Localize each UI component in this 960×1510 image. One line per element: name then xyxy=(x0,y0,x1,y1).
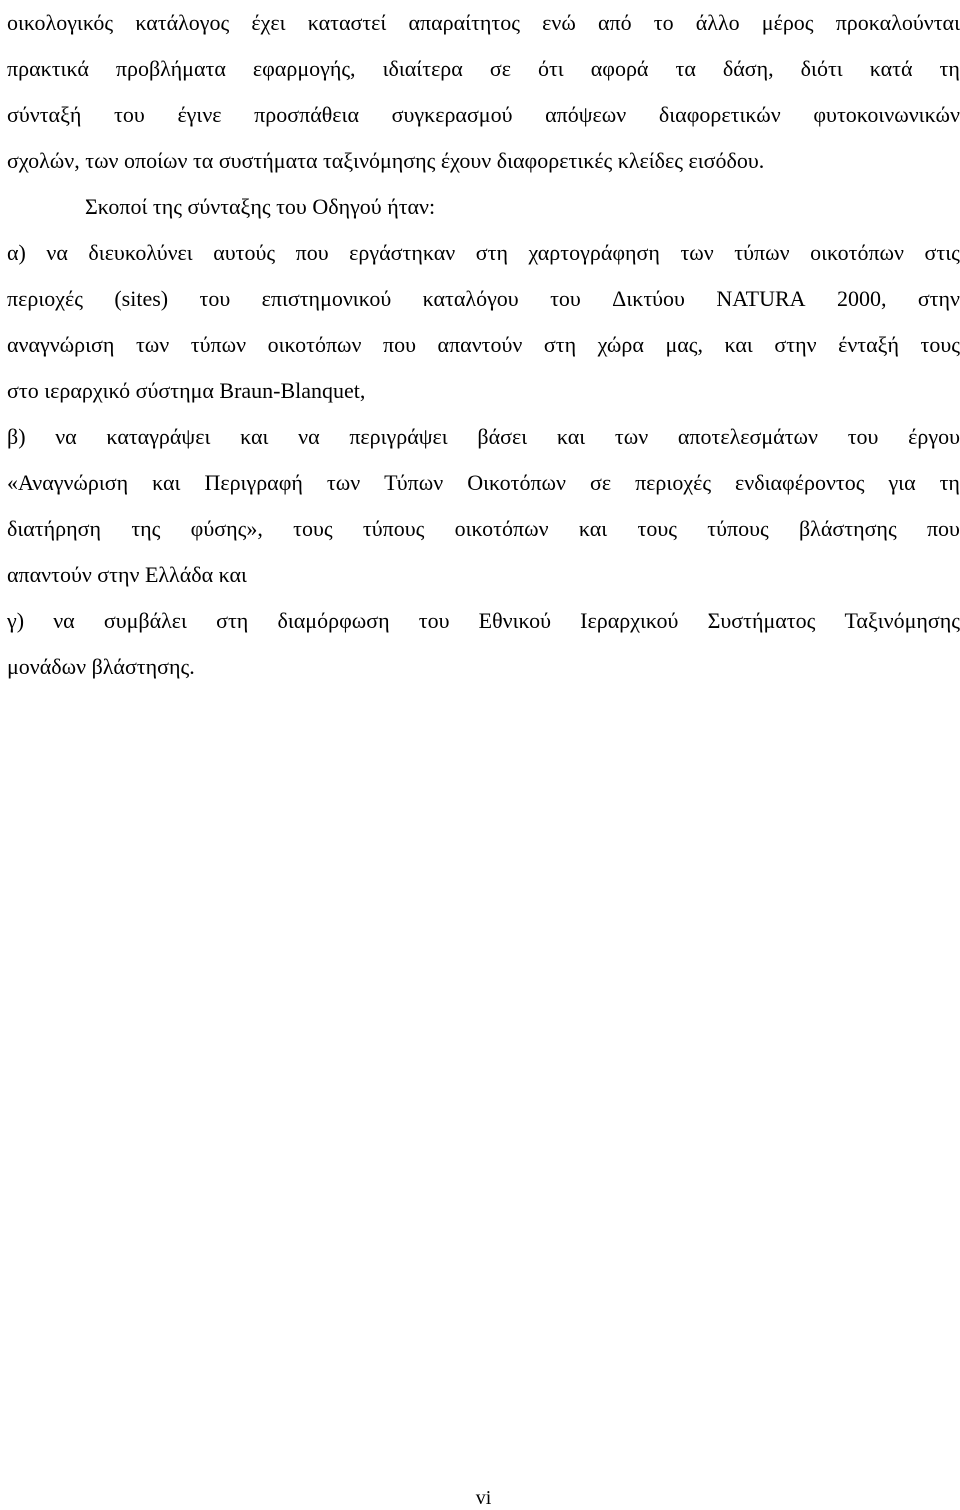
word: τύπους xyxy=(363,506,424,552)
word: καταστεί xyxy=(308,0,387,46)
word: σε xyxy=(490,46,511,92)
word: εργάστηκαν xyxy=(349,230,455,276)
word: αποτελεσμάτων xyxy=(678,414,818,460)
word: στη xyxy=(216,598,248,644)
word: Συστήματος xyxy=(708,598,816,644)
word: εφαρμογής, xyxy=(253,46,356,92)
word: οικοτόπων xyxy=(455,506,549,552)
word: προσπάθεια xyxy=(254,92,359,138)
word: σε xyxy=(590,460,611,506)
word: «Αναγνώριση xyxy=(7,460,128,506)
word: και xyxy=(152,460,180,506)
list-item-a-line-1 xyxy=(7,230,960,276)
word: τη xyxy=(940,460,960,506)
word: του xyxy=(848,414,879,460)
word: ιδιαίτερα xyxy=(383,46,463,92)
word: προκαλούνται xyxy=(836,0,960,46)
word: του xyxy=(550,276,581,322)
word: β) xyxy=(7,414,26,460)
word: προβλήματα xyxy=(116,46,226,92)
section-intro-line: Σκοποί της σύνταξης του Οδηγού ήταν: xyxy=(85,184,960,230)
word: στη xyxy=(544,322,576,368)
word: διευκολύνει xyxy=(88,230,192,276)
word: Δικτύου xyxy=(612,276,685,322)
word: να xyxy=(53,598,74,644)
word: σύνταξή xyxy=(7,92,81,138)
list-item-a-line-4: στο ιεραρχικό σύστημα Braun-Blanquet, xyxy=(7,368,960,414)
word: ένταξή xyxy=(838,322,899,368)
word: α) xyxy=(7,230,26,276)
word: στην xyxy=(918,276,960,322)
word: να xyxy=(55,414,76,460)
word: γ) xyxy=(7,598,24,644)
word: τους xyxy=(637,506,676,552)
body-text-line-4: σχολών, των οποίων τα συστήματα ταξινόμησης έχουν διαφορετικές κλείδες εισόδου. xyxy=(7,138,960,184)
word: απαντούν xyxy=(438,322,523,368)
word: να xyxy=(298,414,319,460)
word: του xyxy=(114,92,145,138)
word: χώρα xyxy=(598,322,644,368)
word: απαραίτητος xyxy=(409,0,520,46)
word: στη xyxy=(476,230,508,276)
word: αυτούς xyxy=(213,230,275,276)
word: απόψεων xyxy=(545,92,626,138)
word: και xyxy=(725,322,753,368)
list-item-a-line-3 xyxy=(7,322,960,368)
word: που xyxy=(927,506,960,552)
list-item-b-line-2 xyxy=(7,460,960,506)
word: στην xyxy=(774,322,816,368)
word: Περιγραφή xyxy=(204,460,302,506)
list-item-b-line-1 xyxy=(7,414,960,460)
page-number: vi xyxy=(7,1486,960,1510)
word: που xyxy=(383,322,416,368)
list-item-b-line-3 xyxy=(7,506,960,552)
word: και xyxy=(240,414,268,460)
word: Ταξινόμησης xyxy=(845,598,960,644)
list-item-a-line-2 xyxy=(7,276,960,322)
word: που xyxy=(296,230,329,276)
word: μας, xyxy=(665,322,703,368)
word: επιστημονικού xyxy=(262,276,392,322)
word: κατά xyxy=(870,46,913,92)
word: του xyxy=(419,598,450,644)
list-item-c-line-2: μονάδων βλάστησης. xyxy=(7,644,960,690)
word: οικοτόπων xyxy=(268,322,362,368)
word: διαμόρφωση xyxy=(277,598,389,644)
word: της xyxy=(131,506,160,552)
word: άλλο xyxy=(696,0,740,46)
word: χαρτογράφηση xyxy=(529,230,660,276)
word: τύπων xyxy=(191,322,246,368)
word: βάσει xyxy=(477,414,527,460)
word: πρακτικά xyxy=(7,46,89,92)
list-item-b-line-4: απαντούν στην Ελλάδα και xyxy=(7,552,960,598)
word: τα xyxy=(675,46,695,92)
word: αναγνώριση xyxy=(7,322,114,368)
word: ενώ xyxy=(542,0,576,46)
word: κατάλογος xyxy=(135,0,229,46)
word: τους xyxy=(920,322,959,368)
word: περιοχές xyxy=(7,276,83,322)
word: μέρος xyxy=(762,0,814,46)
word: και xyxy=(579,506,607,552)
word: οικοτόπων xyxy=(810,230,904,276)
word: ότι xyxy=(538,46,564,92)
word: των xyxy=(680,230,713,276)
body-text-line-1 xyxy=(7,0,960,46)
word: στις xyxy=(925,230,960,276)
word: των xyxy=(327,460,360,506)
body-text-line-2 xyxy=(7,46,960,92)
word: αφορά xyxy=(591,46,649,92)
word: των xyxy=(615,414,648,460)
word: τη xyxy=(940,46,960,92)
word: περιοχές xyxy=(635,460,711,506)
word: 2000, xyxy=(837,276,887,322)
word: συγκερασμού xyxy=(392,92,513,138)
word: του xyxy=(199,276,230,322)
word: βλάστησης xyxy=(799,506,897,552)
word: για xyxy=(888,460,915,506)
word: δάση, xyxy=(723,46,774,92)
list-item-c-line-1 xyxy=(7,598,960,644)
word: ενδιαφέροντος xyxy=(735,460,864,506)
word: οικολογικός xyxy=(7,0,113,46)
word: τύπους xyxy=(707,506,768,552)
word: Ιεραρχικού xyxy=(580,598,678,644)
word: Οικοτόπων xyxy=(467,460,566,506)
word: Τύπων xyxy=(384,460,443,506)
word: Εθνικού xyxy=(479,598,551,644)
word: περιγράψει xyxy=(349,414,447,460)
word: διατήρηση xyxy=(7,506,101,552)
word: να xyxy=(46,230,67,276)
document-page xyxy=(7,0,960,1508)
word: NATURA xyxy=(716,276,805,322)
word: και xyxy=(557,414,585,460)
word: έγινε xyxy=(177,92,221,138)
word: (sites) xyxy=(114,276,168,322)
word: τους xyxy=(293,506,332,552)
word: από xyxy=(598,0,632,46)
body-text-line-3 xyxy=(7,92,960,138)
word: φυτοκοινωνικών xyxy=(813,92,960,138)
word: το xyxy=(654,0,674,46)
word: καταλόγου xyxy=(423,276,519,322)
word: διότι xyxy=(801,46,843,92)
word: έργου xyxy=(908,414,960,460)
word: φύσης», xyxy=(191,506,263,552)
word: καταγράψει xyxy=(106,414,210,460)
word: διαφορετικών xyxy=(659,92,781,138)
word: συμβάλει xyxy=(104,598,187,644)
word: τύπων xyxy=(734,230,789,276)
word: έχει xyxy=(251,0,285,46)
word: των xyxy=(136,322,169,368)
